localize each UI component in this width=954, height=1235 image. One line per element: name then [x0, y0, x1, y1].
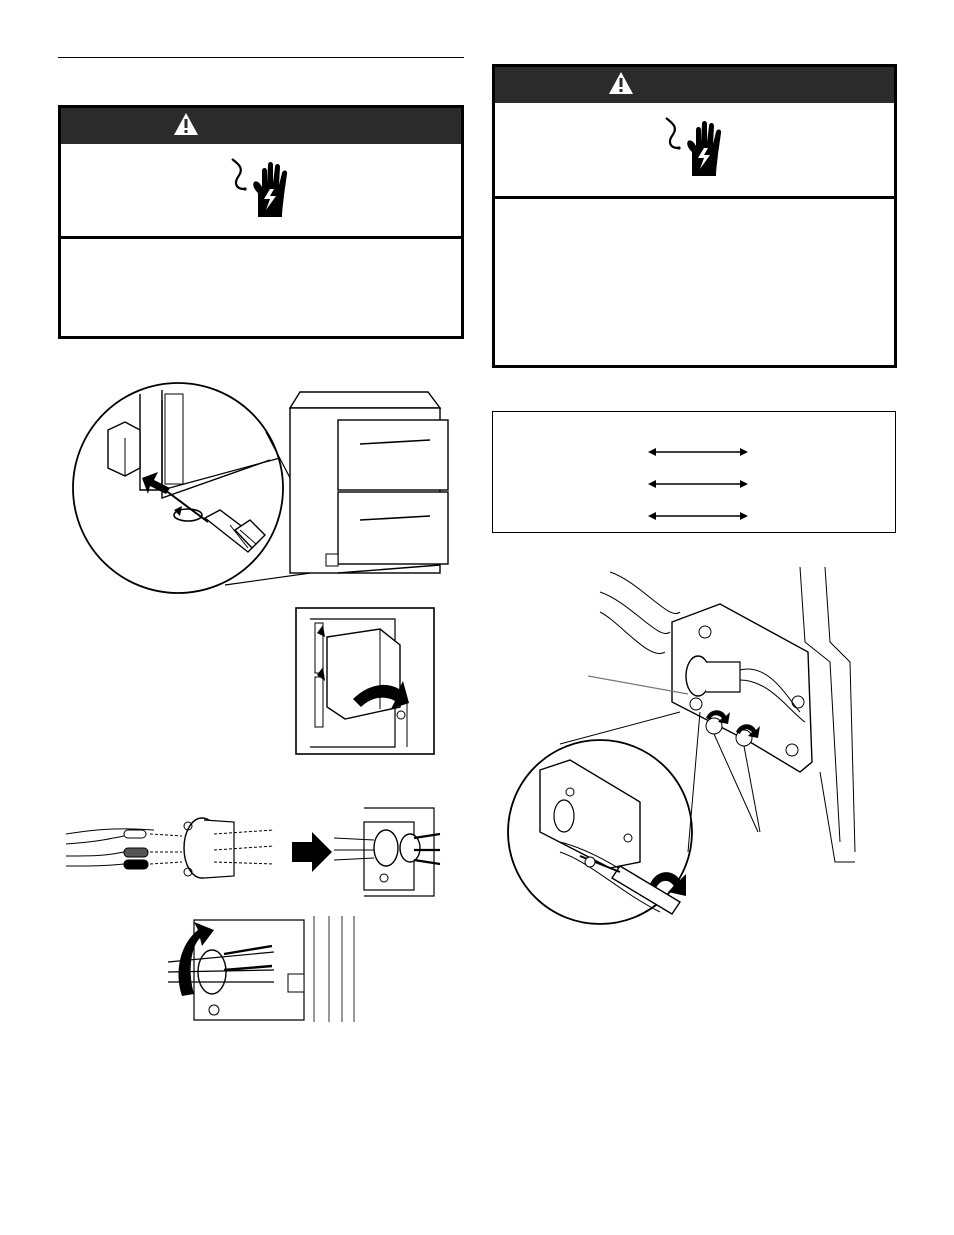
strain-relief-figure: [64, 800, 444, 900]
double-arrow-icon: [648, 445, 748, 457]
electrical-shock-hand-icon: [660, 114, 730, 185]
right-warning-icon-row: [495, 103, 894, 196]
cover-rotate-figure: [295, 607, 435, 755]
right-warning-body: [495, 199, 894, 379]
double-arrow-icon: [648, 509, 748, 521]
right-warning-box: [492, 64, 897, 368]
right-warning-header: [495, 67, 894, 103]
double-arrow-icon: [648, 477, 748, 489]
left-warning-header: [61, 108, 461, 144]
warning-triangle-icon: [173, 112, 199, 140]
warning-triangle-icon: [608, 71, 634, 99]
top-rule: [58, 57, 464, 58]
bracket-rotate-figure: [164, 912, 364, 1027]
wire-color-table: [492, 411, 896, 533]
left-warning-icon-row: [61, 144, 461, 236]
left-warning-body: [61, 239, 461, 355]
cover-removal-figure: [70, 380, 470, 595]
electrical-shock-hand-icon: [226, 155, 296, 226]
left-warning-box: [58, 105, 464, 339]
wire-connection-figure: [500, 562, 860, 942]
